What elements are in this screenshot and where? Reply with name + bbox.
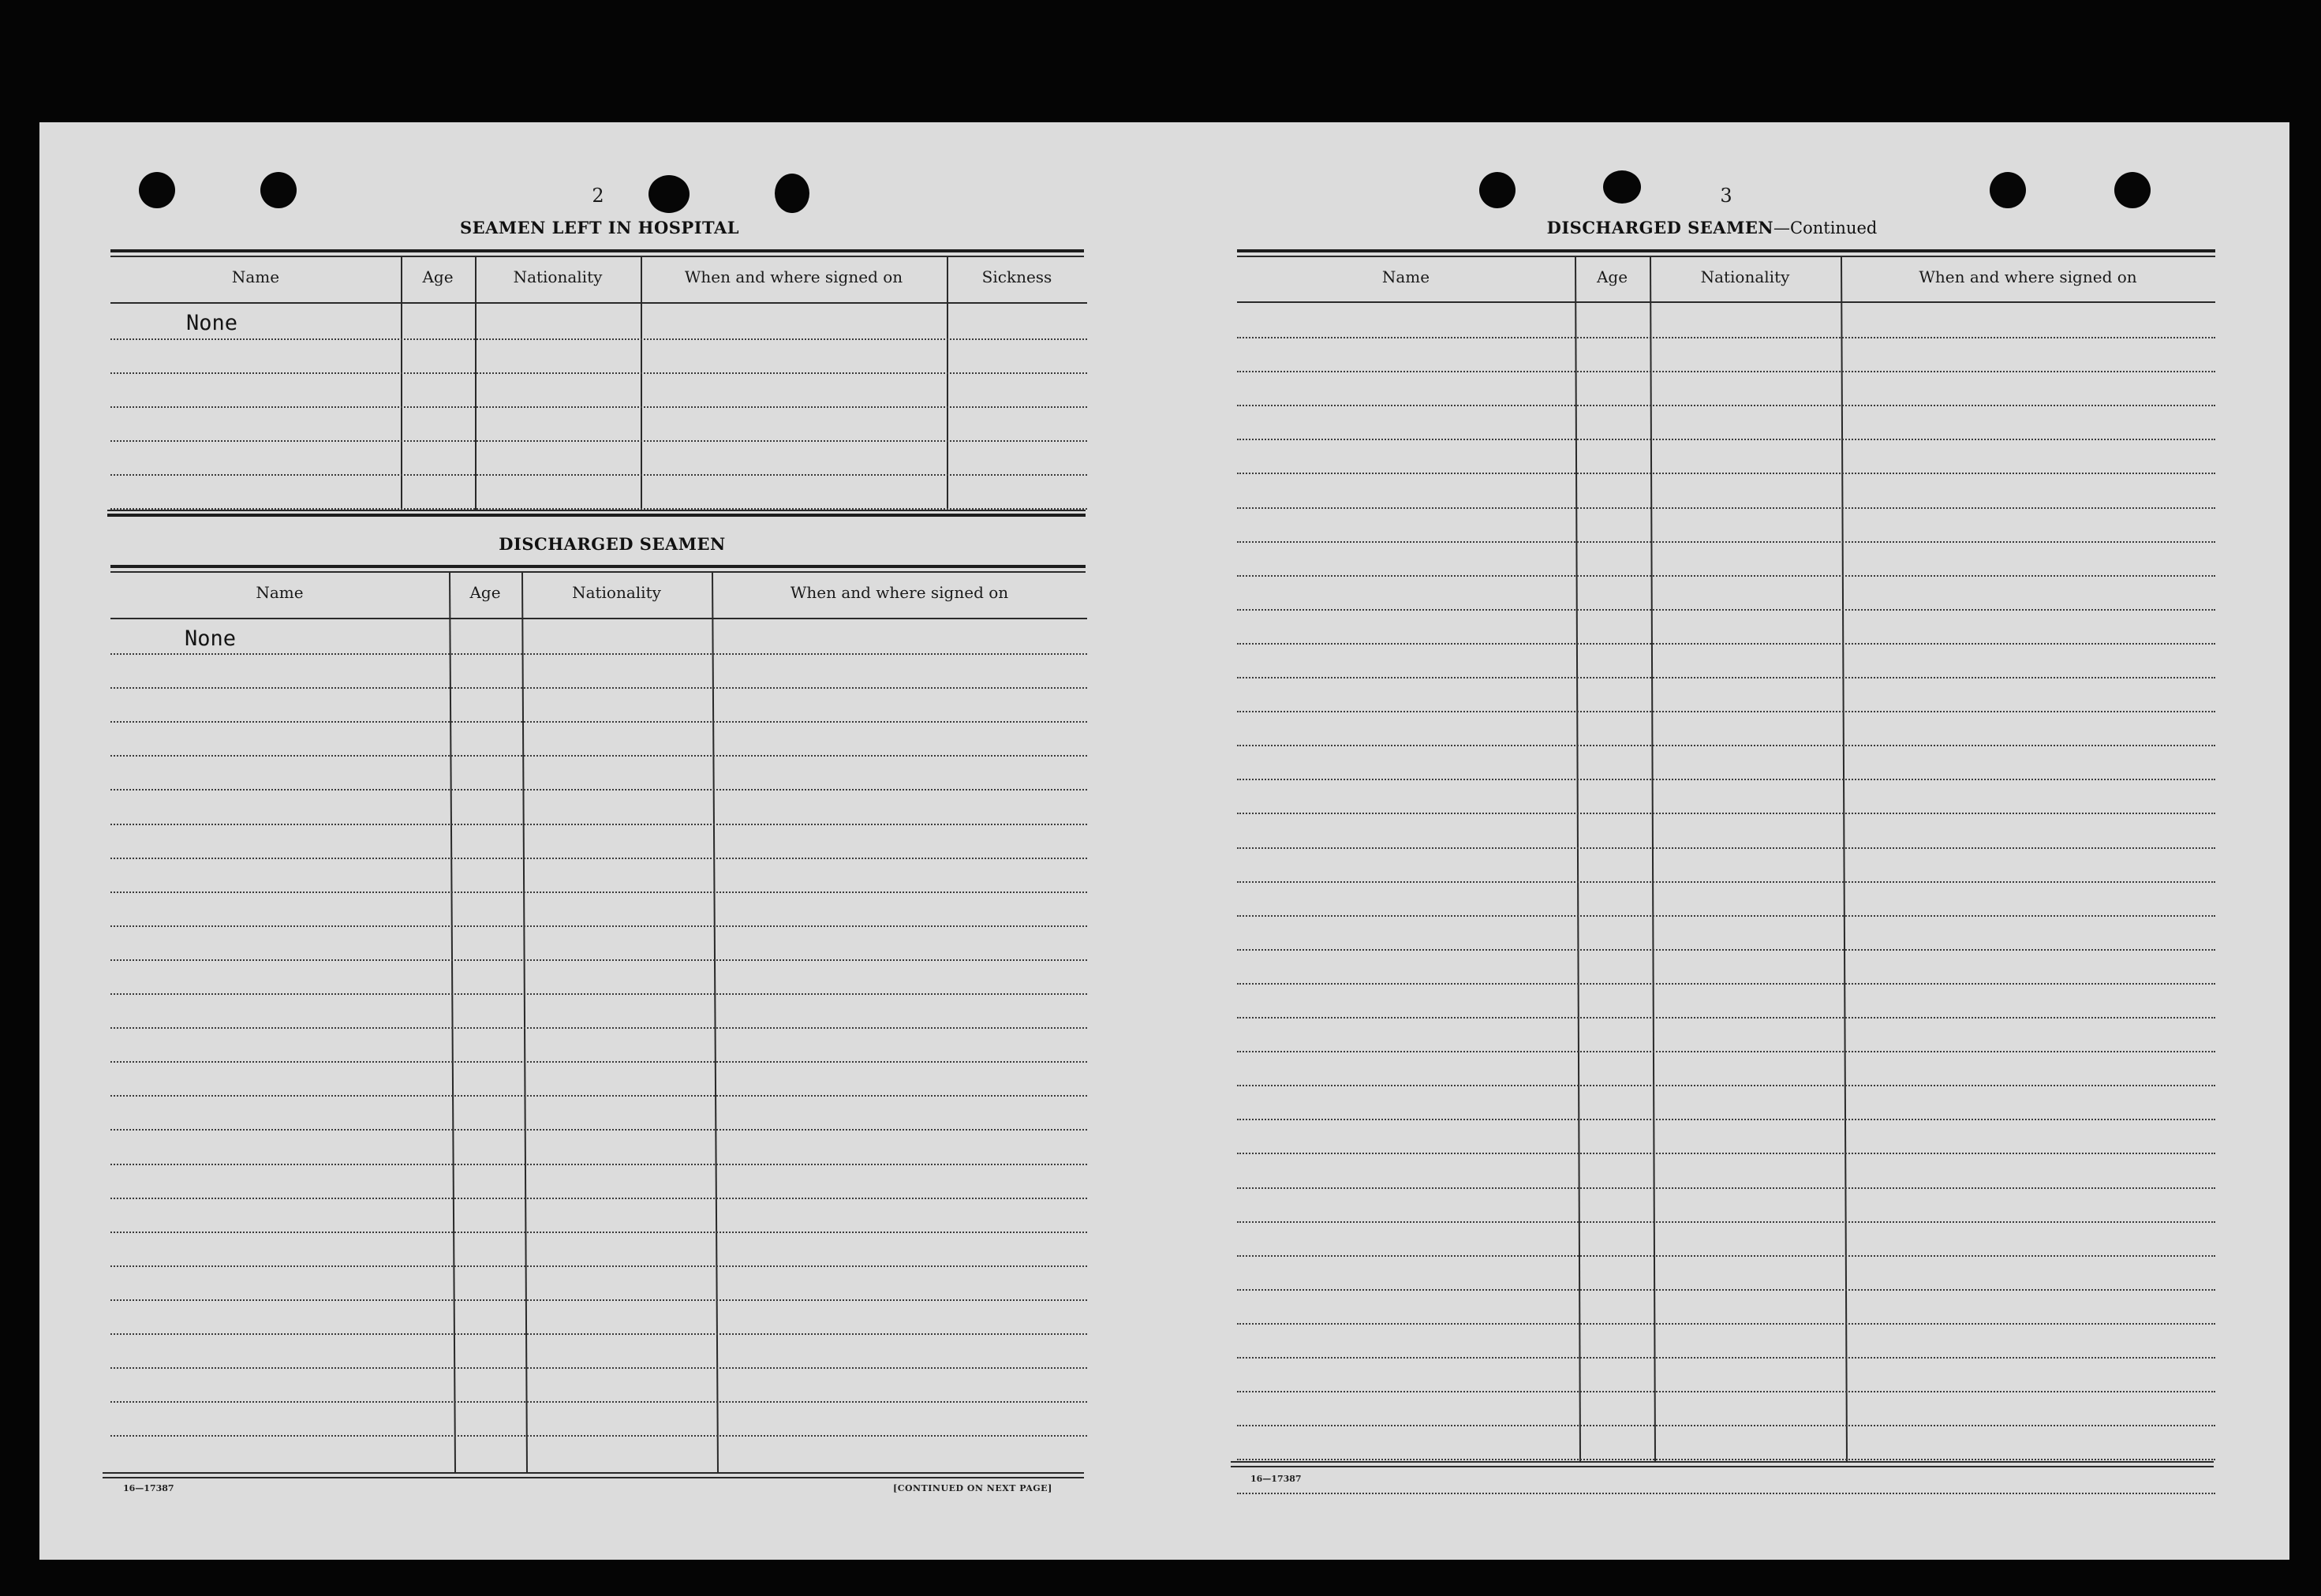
row-line: [110, 440, 1087, 442]
title-continued: —Continued: [1773, 219, 1878, 237]
row-line: [110, 858, 1087, 859]
row-line: [110, 755, 1087, 757]
punch-hole: [260, 172, 297, 208]
row-line: [1237, 779, 2215, 780]
table-bottom-rule: [1231, 1466, 2214, 1467]
column-header: Nationality: [513, 267, 603, 286]
row-line: [1237, 1357, 2215, 1359]
punch-hole: [2114, 172, 2151, 208]
discharged-section-title: DISCHARGED SEAMEN: [499, 534, 726, 554]
row-line: [1237, 371, 2215, 372]
table-top-rule: [110, 571, 1086, 573]
row-line: [1237, 337, 2215, 338]
discharged-continued-title: [1483, 218, 1941, 237]
row-line: [110, 1265, 1087, 1267]
punch-hole: [139, 172, 175, 208]
column-divider: [401, 257, 402, 510]
column-divider: [475, 257, 477, 510]
row-line: [1237, 745, 2215, 746]
row-line: [1237, 1459, 2215, 1460]
row-line: [110, 1129, 1087, 1131]
punch-hole: [1603, 170, 1641, 204]
column-divider: [641, 257, 642, 510]
row-line: [1237, 507, 2215, 509]
row-line: [1237, 915, 2215, 917]
row-line: [1237, 1051, 2215, 1052]
form-number: 16—17387: [1250, 1474, 1302, 1484]
row-line: [110, 687, 1087, 689]
header-rule: [1237, 301, 2215, 303]
row-line: [110, 1164, 1087, 1165]
row-line: [1237, 439, 2215, 440]
table-top-rule: [1237, 249, 2215, 252]
row-line: [1237, 1425, 2215, 1426]
row-line: [1237, 1153, 2215, 1154]
row-line: [110, 1367, 1087, 1369]
typed-entry: None: [185, 626, 237, 651]
punch-hole: [648, 175, 690, 213]
header-rule: [110, 302, 1087, 304]
table-bottom-rule: [107, 510, 1086, 511]
table-top-rule: [110, 256, 1084, 257]
table-bottom-rule: [103, 1477, 1084, 1478]
table-top-rule: [110, 565, 1086, 568]
row-line: [110, 1198, 1087, 1199]
row-line: [1237, 473, 2215, 474]
row-line: [110, 474, 1087, 476]
table-bottom-rule: [103, 1472, 1084, 1474]
row-line: [1237, 711, 2215, 712]
row-line: [110, 1401, 1087, 1403]
row-line: [1237, 677, 2215, 678]
header-rule: [110, 618, 1087, 619]
row-line: [110, 824, 1087, 825]
punch-hole: [775, 174, 809, 213]
form-number: 16—17387: [123, 1483, 174, 1493]
title-main: DISCHARGED SEAMEN: [1546, 218, 1774, 237]
column-header: When and where signed on: [684, 267, 903, 286]
page-number: 2: [592, 185, 604, 207]
row-line: [110, 789, 1087, 791]
table-bottom-rule: [1231, 1461, 2214, 1463]
row-line: [110, 721, 1087, 723]
page-number: 3: [1720, 185, 1732, 207]
column-header: Nationality: [1700, 267, 1790, 286]
row-line: [1237, 575, 2215, 577]
column-header: When and where signed on: [790, 583, 1009, 602]
row-line: [1237, 983, 2215, 985]
column-header: When and where signed on: [1919, 267, 2137, 286]
row-line: [1237, 1017, 2215, 1019]
row-line: [1237, 541, 2215, 543]
row-line: [1237, 609, 2215, 611]
column-header: Name: [231, 267, 280, 286]
punch-hole: [1479, 172, 1516, 208]
row-line: [110, 1299, 1087, 1301]
row-line: [1237, 949, 2215, 951]
row-line: [1237, 1221, 2215, 1223]
row-line: [1237, 405, 2215, 406]
row-line: [110, 1333, 1087, 1335]
row-line: [110, 1061, 1087, 1063]
column-divider: [947, 257, 948, 510]
row-line: [1237, 1187, 2215, 1189]
hospital-section-title: SEAMEN LEFT IN HOSPITAL: [459, 218, 740, 237]
table-top-rule: [1237, 256, 2215, 257]
punch-hole: [1990, 172, 2026, 208]
row-line: [1237, 1119, 2215, 1120]
row-line: [110, 1232, 1087, 1233]
row-line: [1237, 813, 2215, 814]
row-line: [1237, 847, 2215, 849]
row-line: [1237, 1323, 2215, 1325]
row-line: [110, 653, 1087, 655]
row-line: [1237, 1255, 2215, 1257]
column-header: Nationality: [572, 583, 661, 602]
column-header: Age: [422, 267, 454, 286]
row-line: [110, 406, 1087, 408]
row-line: [1237, 1289, 2215, 1291]
row-line: [1237, 1493, 2215, 1494]
row-line: [110, 959, 1087, 961]
column-header: Name: [1381, 267, 1430, 286]
row-line: [110, 891, 1087, 893]
column-header: Age: [469, 583, 501, 602]
row-line: [110, 1095, 1087, 1097]
row-line: [1237, 1085, 2215, 1086]
row-line: [1237, 1391, 2215, 1392]
row-line: [110, 925, 1087, 927]
row-line: [110, 1435, 1087, 1437]
table-bottom-rule: [107, 514, 1086, 517]
table-top-rule: [110, 249, 1084, 252]
column-header: Age: [1596, 267, 1628, 286]
row-line: [1237, 881, 2215, 883]
row-line: [1237, 643, 2215, 645]
row-line: [110, 372, 1087, 374]
row-line: [110, 1027, 1087, 1029]
typed-entry: None: [186, 311, 238, 335]
column-header: Name: [256, 583, 304, 602]
row-line: [110, 993, 1087, 995]
continued-note: [CONTINUED ON NEXT PAGE]: [893, 1483, 1052, 1493]
row-line: [110, 338, 1087, 340]
column-header: Sickness: [981, 267, 1052, 286]
